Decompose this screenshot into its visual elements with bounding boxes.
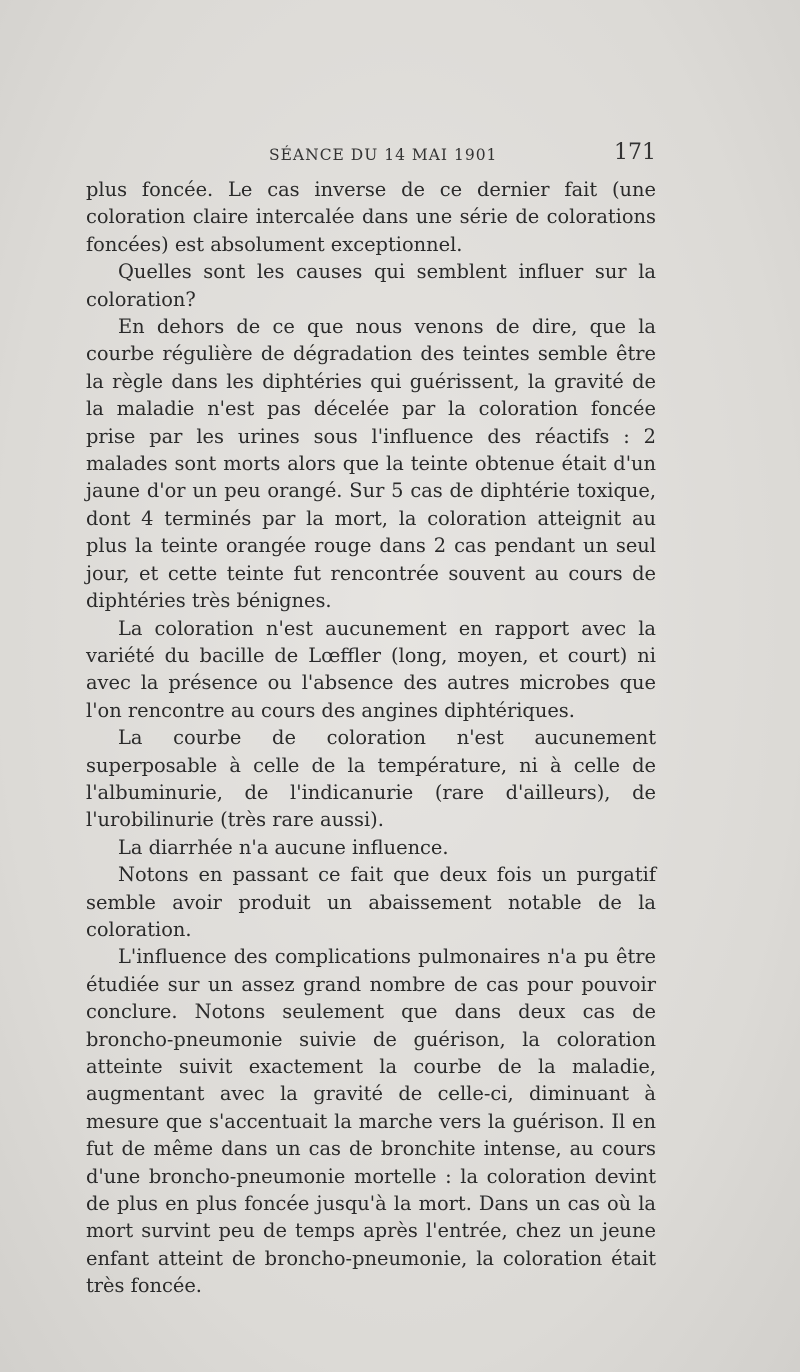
paragraph-diarrhee: La diarrhée n'a aucune influence.: [118, 835, 449, 859]
page-header: [86, 140, 656, 170]
paragraph-bacille: La coloration n'est aucunement en rapport avec la variété du bacille de Lœffler (long, moyen, et court) ni avec la présence ou l'absence des autres microbes que l'on rencontre au cours des angines diphtériques.: [86, 616, 656, 722]
paragraph-courbe: La courbe de coloration n'est aucunement superposable à celle de la température, ni à celle de l'albuminurie, de l'indicanurie (rare d'ailleurs), de l'urobilinurie (très rare aussi).: [86, 726, 656, 832]
body-text: [86, 176, 656, 1300]
paragraph-purgatif: Notons en passant ce fait que deux fois un purgatif semble avoir produit un abaissement notable de la coloration.: [86, 863, 656, 941]
paragraph-continuation: plus foncée. Le cas inverse de ce dernier fait (une coloration claire intercalée dans une série de colorations foncées) est absolument exceptionnel.: [86, 178, 656, 256]
paragraph-question: Quelles sont les causes qui semblent influer sur la coloration?: [86, 260, 656, 311]
paragraph-gravity: En dehors de ce que nous venons de dire, que la courbe régulière de dégradation des teintes semble être la règle dans les diphtéries qui guérissent, la gravité de la maladie n'est pas décelée par la coloration foncée prise par les urines sous l'influence des réactifs : 2 malades sont morts alors que la teinte obtenue était d'un jaune d'or un peu orangé. Sur 5 cas de diphtérie toxique, dont 4 terminés par la mort, la coloration atteignit au plus la teinte orangée rouge dans 2 cas pendant un seul jour, et cette teinte fut rencontrée souvent au cours de diphtéries très bénignes.: [86, 315, 656, 613]
running-title: SÉANCE DU 14 MAI 1901: [269, 146, 498, 164]
page-number: 171: [614, 140, 656, 165]
paragraph-complications: L'influence des complications pulmonaires n'a pu être étudiée sur un assez grand nombre de cas pour pouvoir conclure. Notons seulement que dans deux cas de broncho-pneumonie suivie de guérison, la coloration atteinte suivit exactement la courbe de la maladie, augmentant avec la gravité de celle-ci, diminuant à mesure que s'accentuait la marche vers la guérison. Il en fut de même dans un cas de bronchite intense, au cours d'une broncho-pneumonie mortelle : la coloration devint de plus en plus foncée jusqu'à la mort. Dans un cas où la mort survint peu de temps après l'entrée, chez un jeune enfant atteint de broncho-pneumonie, la coloration était très foncée.: [86, 945, 656, 1298]
